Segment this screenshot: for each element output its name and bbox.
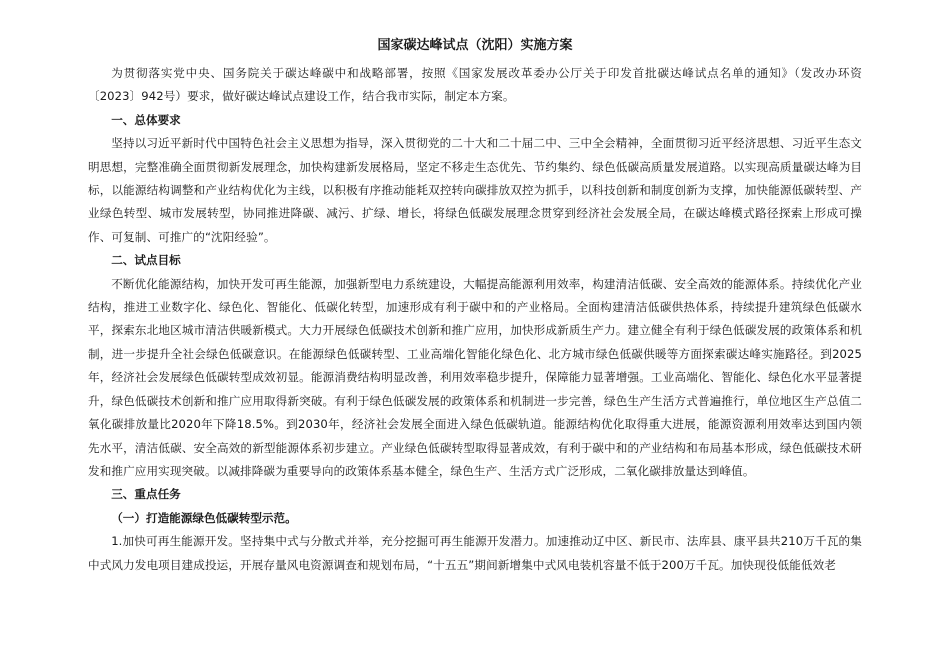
section-heading-key-tasks: 三、重点任务	[111, 487, 181, 502]
section-heading-pilot-goals: 二、试点目标	[111, 253, 181, 268]
section-body-pilot-goals: 不断优化能源结构，加快开发可再生能源，加强新型电力系统建设，大幅提高能源利用效率，构建清洁低碳、安全高效的能源体系。持续优化产业结构，推进工业数字化、绿色化、智能化、低碳化转型，加速形成有利于碳中和的产业格局。全面构建清洁低碳供热体系，持续提升建筑绿色低碳水平，探索东北地区城市清洁供暖新模式。大力开展绿色低碳技术创新和推广应用，加快形成新质生产力。建立健全有利于绿色低碳发展的政策体系和机制，进一步提升全社会绿色低碳意识。在能源绿色低碳转型、工业高端化智能化绿色化、北方城市绿色低碳供暖等方面探索碳达峰实施路径。到2025年，经济社会发展绿色低碳转型成效初显。能源消费结构明显改善，利用效率稳步提升，保障能力显著增强。工业高端化、智能化、绿色化水平显著提升，绿色低碳技术创新和推广应用取得新突破。有利于绿色低碳发展的政策体系和机制进一步完善，绿色生产生活方式普遍推行，单位地区生产总值二氧化碳排放量比2020年下降18.5%。到2030年，经济社会发展全面进入绿色低碳轨道。能源结构优化取得重大进展，能源资源利用效率达到国内领先水平，清洁低碳、安全高效的新型能源体系初步建立。产业绿色低碳转型取得显著成效，有利于碳中和的产业结构和布局基本形成，绿色低碳技术研发和推广应用实现突破。以减排降碳为重要导向的政策体系基本健全，绿色生产、生活方式广泛形成，二氧化碳排放量达到峰值。	[88, 276, 862, 478]
subsection-heading-energy-transition: （一）打造能源绿色低碳转型示范。	[111, 510, 297, 525]
task-item-renewable-energy: 1.加快可再生能源开发。坚持集中式与分散式并举，充分挖掘可再生能源开发潜力。加速推动辽中区、新民市、法库县、康平县共210万千瓦的集中式风力发电项目建成投运，开展存量风电资源调查和规划布局，“十五五”期间新增集中式风电装机容量不低于200万千瓦。加快现役低能低效老	[88, 534, 862, 572]
section-body-general-requirements: 坚持以习近平新时代中国特色社会主义思想为指导，深入贯彻党的二十大和二十届二中、三中全会精神，全面贯彻习近平经济思想、习近平生态文明思想，完整准确全面贯彻新发展理念，加快构建新发展格局，坚定不移走生态优先、节约集约、绿色低碳高质量发展道路。以实现高质量碳达峰为目标，以能源结构调整和产业结构优化为主线，以积极有序推动能耗双控转向碳排放双控为抓手，以科技创新和制度创新为支撑，加快能源低碳转型、产业绿色转型、城市发展转型，协同推进降碳、减污、扩绿、增长，将绿色低碳发展理念贯穿到经济社会发展全局，在碳达峰模式路径探索上形成可操作、可复制、可推广的“沈阳经验”。	[88, 136, 862, 244]
section-heading-general-requirements: 一、总体要求	[111, 112, 181, 127]
intro-paragraph: 为贯彻落实党中央、国务院关于碳达峰碳中和战略部署，按照《国家发展改革委办公厅关于印发首批碳达峰试点名单的通知》（发改办环资〔2023〕942号）要求，做好碳达峰试点建设工作，结合我市实际，制定本方案。	[88, 66, 862, 104]
document-title: 国家碳达峰试点（沈阳）实施方案	[377, 38, 573, 53]
